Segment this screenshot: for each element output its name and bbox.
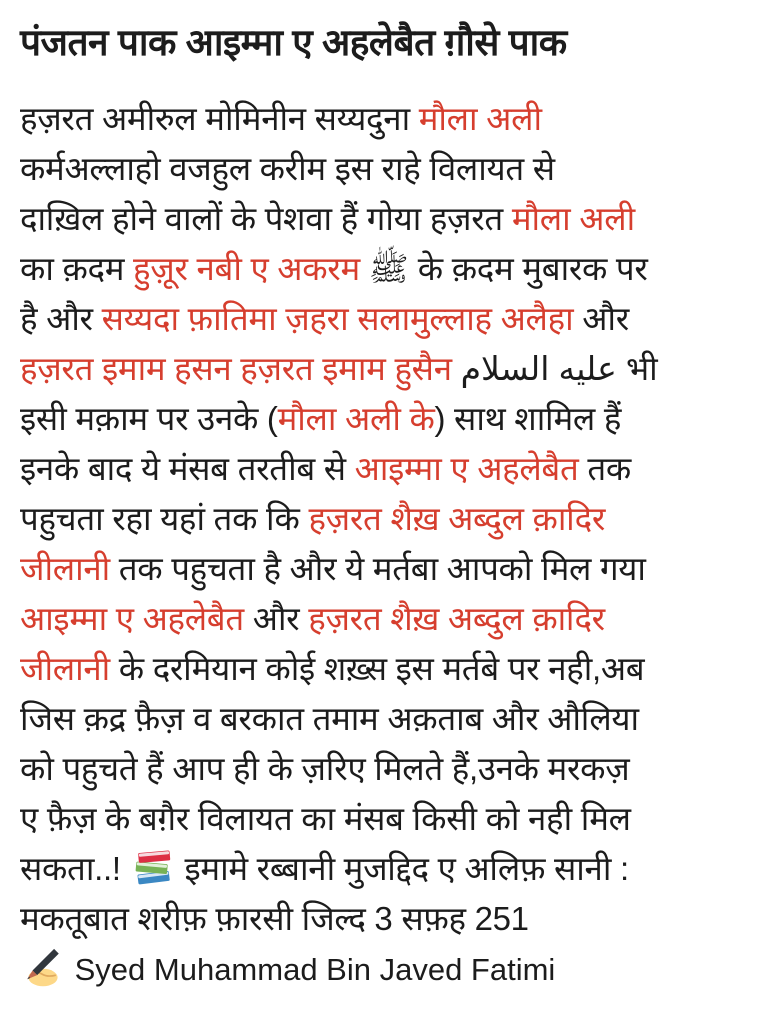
text-segment: मकतूबात शरीफ़ फ़ारसी जिल्द 3 सफ़ह 251 xyxy=(20,899,529,937)
highlighted-text-segment: मौला अली xyxy=(511,199,635,237)
text-segment: दाख़िल होने वालों के पेशवा हैं गोया हज़रत xyxy=(20,199,512,237)
text-line xyxy=(20,94,740,144)
text-line xyxy=(20,744,740,794)
text-line xyxy=(20,544,740,594)
text-segment: इसी मक़ाम पर उनके ( xyxy=(20,399,278,437)
text-segment: और xyxy=(243,599,309,637)
highlighted-text-segment: मौला अली के xyxy=(277,399,435,437)
highlighted-text-segment: हुज़ूर नबी ए अकरम xyxy=(133,249,360,287)
text-line xyxy=(20,244,740,294)
text-segment: हज़रत अमीरुल मोमिनीन सय्यदुना xyxy=(20,99,419,137)
text-line xyxy=(20,694,740,744)
text-segment: को पहुचते हैं आप ही के ज़रिए मिलते हैं,उनके मरकज़ xyxy=(20,749,630,787)
alaihis-salam-arabic: عليه السلام xyxy=(460,349,617,387)
text-segment: इनके बाद ये मंसब तरतीब से xyxy=(20,449,355,487)
highlighted-text-segment: मौला अली xyxy=(418,99,542,137)
text-segment: तक पहुचता है और ये मर्तबा आपको मिल गया xyxy=(109,549,646,587)
text-line xyxy=(20,444,740,494)
text-segment: पहुचता रहा यहां तक कि xyxy=(20,499,309,537)
text-line xyxy=(20,894,740,944)
text-line xyxy=(20,594,740,644)
highlighted-text-segment: जीलानी xyxy=(20,549,110,587)
signature-line xyxy=(20,944,740,995)
highlighted-text-segment: आइम्मा ए अहलेबैत xyxy=(20,599,244,637)
signature-text: Syed Muhammad Bin Javed Fatimi xyxy=(66,951,556,987)
text-line xyxy=(20,194,740,244)
text-line xyxy=(20,144,740,194)
page-title: पंजतन पाक आइम्मा ए अहलेबैत ग़ौसे पाक xyxy=(20,22,567,63)
text-segment: भी xyxy=(616,349,658,387)
text-segment: और xyxy=(573,299,629,337)
text-segment: इमामे रब्बानी मुजद्दिद ए अलिफ़ सानी : xyxy=(175,849,629,887)
text-segment: जिस क़द्र फ़ैज़ व बरकात तमाम अक़ताब और औलिया xyxy=(20,699,639,737)
text-line xyxy=(20,644,740,694)
text-segment: के क़दम मुबारक पर xyxy=(408,249,648,287)
highlighted-text-segment: जीलानी xyxy=(20,649,110,687)
highlighted-text-segment: सय्यदा फ़ातिमा ज़हरा सलामुल्लाह अलैहा xyxy=(101,299,574,337)
text-line xyxy=(20,344,740,394)
highlighted-text-segment: आइम्मा ए अहलेबैत xyxy=(354,449,579,487)
text-segment: के दरमियान कोई शख़्स इस मर्तबे पर नही,अब xyxy=(109,649,645,687)
text-line xyxy=(20,294,740,344)
sallallahu-ligature: ﷺ xyxy=(368,249,409,287)
text-line xyxy=(20,494,740,544)
text-segment: सकता..! xyxy=(20,849,130,887)
highlighted-text-segment: हज़रत शैख़ अब्दुल क़ादिर xyxy=(308,599,605,637)
text-segment: तक xyxy=(578,449,631,487)
text-segment: है और xyxy=(20,299,102,337)
books-emoji xyxy=(132,846,174,888)
text-segment xyxy=(452,350,461,387)
text-line xyxy=(20,394,740,444)
highlighted-text-segment: हज़रत शैख़ अब्दुल क़ादिर xyxy=(308,499,606,537)
body-text xyxy=(20,94,740,995)
text-segment: ) साथ शामिल हैं xyxy=(434,399,622,437)
writing-hand-emoji xyxy=(22,946,64,988)
highlighted-text-segment: हज़रत इमाम हसन हज़रत इमाम हुसैन xyxy=(20,349,452,387)
text-segment: का क़दम xyxy=(20,249,134,287)
text-segment: ए फ़ैज़ के बग़ैर विलायत का मंसब किसी को नही मिल xyxy=(20,799,631,837)
text-segment xyxy=(360,250,369,287)
text-segment: कर्मअल्लाहो वजहुल करीम इस राहे विलायत से xyxy=(20,149,555,187)
text-line xyxy=(20,844,740,894)
text-line xyxy=(20,794,740,844)
